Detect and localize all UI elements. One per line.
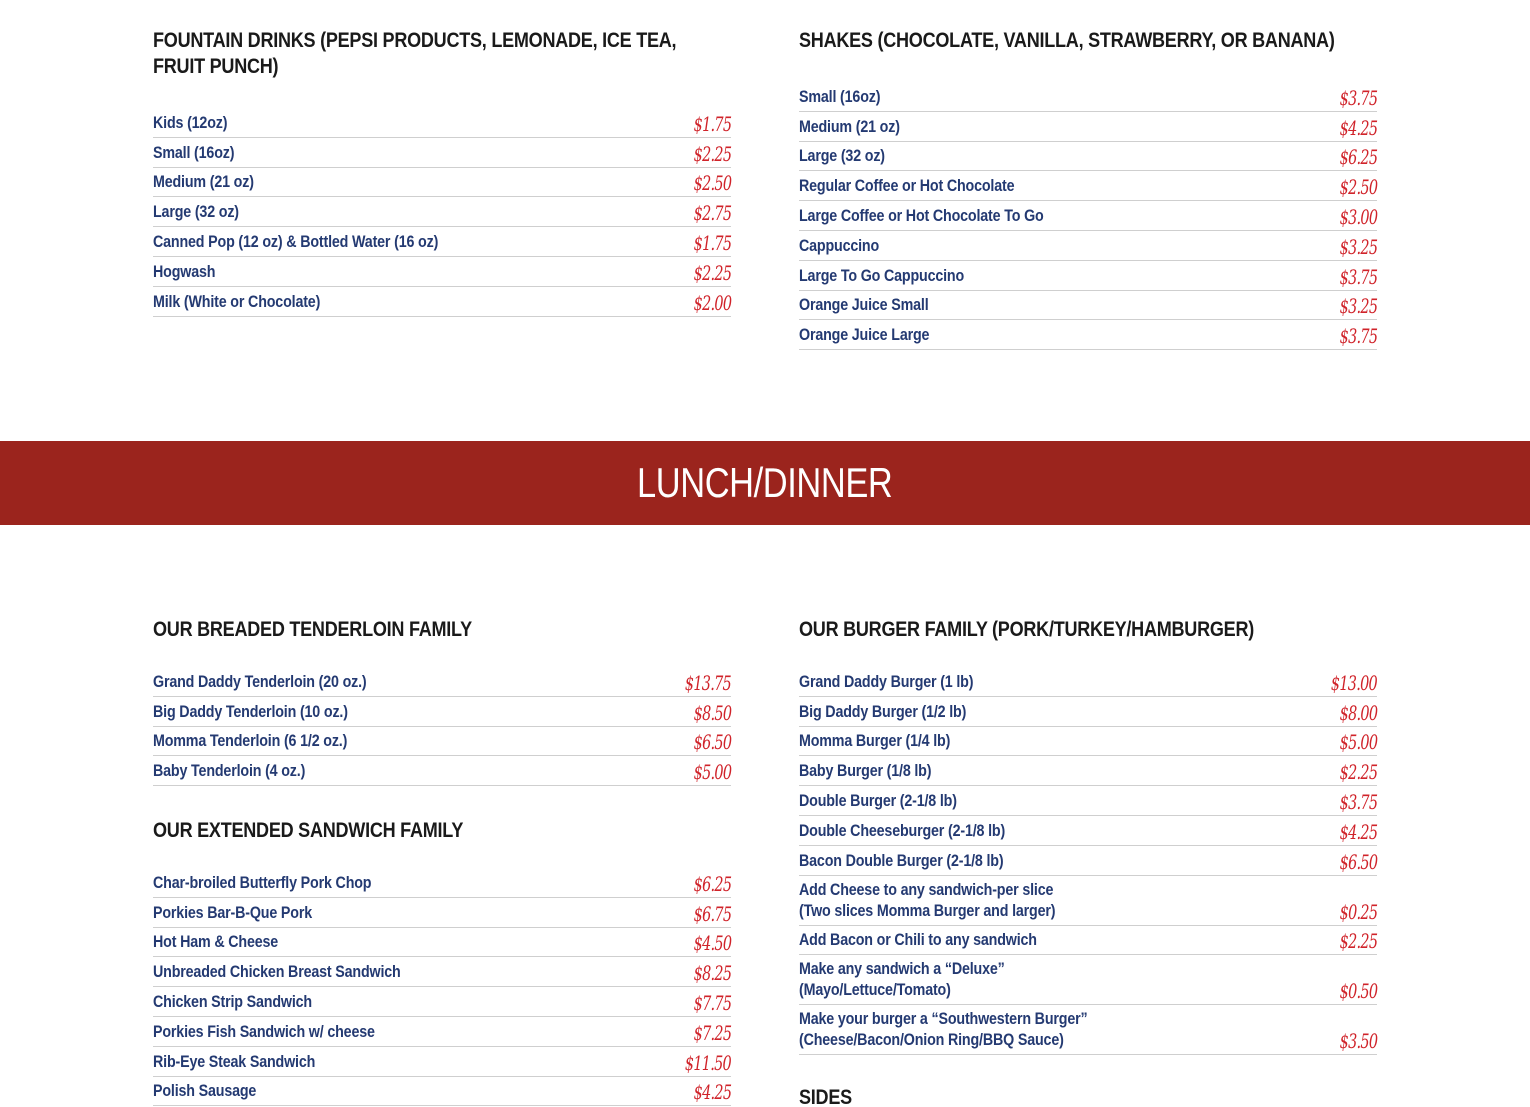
item-price: $2.50 — [1339, 175, 1377, 200]
menu-item — [799, 112, 1377, 142]
item-price: $6.25 — [1339, 145, 1377, 170]
item-price: $4.25 — [1339, 819, 1377, 844]
item-name-line2: (Mayo/Lettuce/Tomato) — [799, 980, 951, 1000]
menu-item — [799, 142, 1377, 172]
item-price: $11.50 — [684, 1050, 731, 1075]
item-price: $7.75 — [693, 990, 731, 1015]
menu-item — [153, 197, 731, 227]
item-price: $5.00 — [693, 760, 731, 785]
item-price: $1.75 — [693, 230, 731, 255]
item-price: $3.25 — [1339, 294, 1377, 319]
banner-title: LUNCH/DINNER — [637, 459, 893, 506]
fountain-drinks-section — [153, 28, 731, 317]
item-price: $1.75 — [693, 111, 731, 136]
item-name: Small (16oz) — [153, 142, 235, 162]
item-price: $2.25 — [693, 260, 731, 285]
menu-item — [799, 846, 1377, 876]
item-price: $2.75 — [693, 201, 731, 226]
menu-item — [799, 291, 1377, 321]
menu-item — [799, 756, 1377, 786]
fountain-drinks-title: FOUNTAIN DRINKS (PEPSI PRODUCTS, LEMONADE, ICE TEA, FRUIT PUNCH) — [153, 29, 677, 78]
item-name: Char-broiled Butterfly Pork Chop — [153, 872, 372, 892]
menu-item — [153, 987, 731, 1017]
item-name: Double Burger (2-1/8 lb) — [799, 790, 957, 810]
shakes-section — [799, 28, 1377, 350]
lunch-dinner-banner — [0, 441, 1530, 525]
item-name: Chicken Strip Sandwich — [153, 991, 312, 1011]
item-name: Milk (White or Chocolate) — [153, 291, 321, 311]
item-name: Small (16oz) — [799, 86, 881, 106]
burger-title: OUR BURGER FAMILY (PORK/TURKEY/HAMBURGER) — [799, 618, 1254, 641]
item-name — [799, 1008, 1087, 1050]
item-price: $4.50 — [693, 931, 731, 956]
item-price: $2.00 — [693, 290, 731, 315]
menu-item — [153, 138, 731, 168]
menu-item — [799, 876, 1377, 926]
menu-item — [153, 227, 731, 257]
item-price: $3.25 — [1339, 234, 1377, 259]
menu-item — [799, 727, 1377, 757]
menu-item — [799, 261, 1377, 291]
menu-item — [153, 756, 731, 786]
item-name — [799, 879, 1055, 921]
item-price: $8.50 — [693, 700, 731, 725]
menu-item — [799, 697, 1377, 727]
item-price: $3.75 — [1339, 789, 1377, 814]
item-price: $3.75 — [1339, 264, 1377, 289]
item-price: $2.25 — [693, 141, 731, 166]
item-name: Add Bacon or Chili to any sandwich — [799, 930, 1037, 950]
item-name — [799, 958, 1005, 1000]
burger-section — [799, 617, 1377, 1107]
menu-item — [153, 868, 731, 898]
item-name-line2: (Cheese/Bacon/Onion Ring/BBQ Sauce) — [799, 1030, 1064, 1050]
item-name: Unbreaded Chicken Breast Sandwich — [153, 962, 401, 982]
shakes-list — [799, 82, 1377, 350]
menu-item — [153, 697, 731, 727]
item-price: $8.25 — [693, 961, 731, 986]
menu-item — [153, 287, 731, 317]
menu-item — [153, 1047, 731, 1077]
item-price: $8.00 — [1339, 700, 1377, 725]
item-name: Rib-Eye Steak Sandwich — [153, 1051, 316, 1071]
menu-item — [153, 168, 731, 198]
menu-item — [799, 231, 1377, 261]
menu-item — [153, 727, 731, 757]
menu-item — [799, 82, 1377, 112]
item-price: $6.25 — [693, 871, 731, 896]
menu-item — [799, 320, 1377, 350]
tenderloin-section — [153, 617, 731, 786]
item-name-line1: Add Cheese to any sandwich-per slice — [799, 879, 1054, 899]
item-price: $13.00 — [1330, 670, 1377, 695]
item-name: Large (32 oz) — [799, 146, 885, 166]
menu-item — [799, 201, 1377, 231]
sandwich-section — [153, 818, 731, 1106]
menu-item — [799, 816, 1377, 846]
item-price: $13.75 — [684, 670, 731, 695]
item-name: Medium (21 oz) — [799, 116, 900, 136]
item-name: Cappuccino — [799, 235, 880, 255]
item-price: $6.75 — [693, 901, 731, 926]
item-price: $3.75 — [1339, 324, 1377, 349]
menu-item — [799, 1005, 1377, 1055]
item-name: Medium (21 oz) — [153, 172, 254, 192]
item-price: $2.25 — [1339, 929, 1377, 954]
menu-item — [153, 257, 731, 287]
item-name: Polish Sausage — [153, 1081, 257, 1101]
item-name: Grand Daddy Burger (1 lb) — [799, 671, 974, 691]
menu-item — [153, 957, 731, 987]
menu-item — [799, 955, 1377, 1005]
menu-item — [153, 898, 731, 928]
item-price: $3.50 — [1339, 1029, 1377, 1054]
tenderloin-list — [153, 667, 731, 786]
item-name: Bacon Double Burger (2-1/8 lb) — [799, 850, 1004, 870]
item-name: Double Cheeseburger (2-1/8 lb) — [799, 820, 1006, 840]
item-name: Large To Go Cappuccino — [799, 265, 965, 285]
item-name: Hot Ham & Cheese — [153, 932, 279, 952]
item-name: Canned Pop (12 oz) & Bottled Water (16 oz) — [153, 231, 439, 251]
item-name: Hogwash — [153, 261, 216, 281]
item-name: Momma Tenderloin (6 1/2 oz.) — [153, 731, 348, 751]
menu-item — [799, 667, 1377, 697]
item-price: $0.25 — [1339, 899, 1377, 924]
item-price: $4.25 — [1339, 115, 1377, 140]
item-price: $2.25 — [1339, 760, 1377, 785]
item-name: Baby Burger (1/8 lb) — [799, 761, 932, 781]
item-price: $4.25 — [693, 1080, 731, 1105]
item-name-line1: Make your burger a “Southwestern Burger” — [799, 1009, 1088, 1029]
item-name: Porkies Bar-B-Que Pork — [153, 902, 312, 922]
item-price: $7.25 — [693, 1020, 731, 1045]
item-name: Regular Coffee or Hot Chocolate — [799, 176, 1015, 196]
item-price: $6.50 — [1339, 849, 1377, 874]
tenderloin-title: OUR BREADED TENDERLOIN FAMILY — [153, 618, 472, 641]
item-name: Big Daddy Burger (1/2 lb) — [799, 701, 967, 721]
menu-item — [799, 171, 1377, 201]
item-price: $3.00 — [1339, 204, 1377, 229]
menu-item — [799, 926, 1377, 956]
menu-item — [153, 1077, 731, 1107]
menu-item — [153, 928, 731, 958]
item-price: $3.75 — [1339, 85, 1377, 110]
item-name: Baby Tenderloin (4 oz.) — [153, 761, 306, 781]
item-name: Big Daddy Tenderloin (10 oz.) — [153, 701, 348, 721]
item-name: Large Coffee or Hot Chocolate To Go — [799, 205, 1044, 225]
item-name: Large (32 oz) — [153, 202, 239, 222]
sandwich-title: OUR EXTENDED SANDWICH FAMILY — [153, 819, 464, 842]
shakes-title: SHAKES (CHOCOLATE, VANILLA, STRAWBERRY, OR BANANA) — [799, 29, 1335, 52]
item-name-line2: (Two slices Momma Burger and larger) — [799, 900, 1056, 920]
item-name: Porkies Fish Sandwich w/ cheese — [153, 1021, 375, 1041]
menu-item — [799, 786, 1377, 816]
item-name: Momma Burger (1/4 lb) — [799, 731, 951, 751]
sides-title: SIDES — [799, 1086, 852, 1107]
menu-item — [153, 667, 731, 697]
item-price: $0.50 — [1339, 979, 1377, 1004]
menu-item — [153, 108, 731, 138]
item-name: Orange Juice Small — [799, 295, 929, 315]
burger-list — [799, 667, 1377, 1055]
item-name: Grand Daddy Tenderloin (20 oz.) — [153, 671, 367, 691]
item-name: Orange Juice Large — [799, 325, 930, 345]
fountain-drinks-list — [153, 108, 731, 317]
item-price: $5.00 — [1339, 730, 1377, 755]
item-name-line1: Make any sandwich a “Deluxe” — [799, 959, 1005, 979]
menu-item — [153, 1017, 731, 1047]
item-price: $6.50 — [693, 730, 731, 755]
sandwich-list — [153, 868, 731, 1106]
item-price: $2.50 — [693, 171, 731, 196]
item-name: Kids (12oz) — [153, 112, 228, 132]
